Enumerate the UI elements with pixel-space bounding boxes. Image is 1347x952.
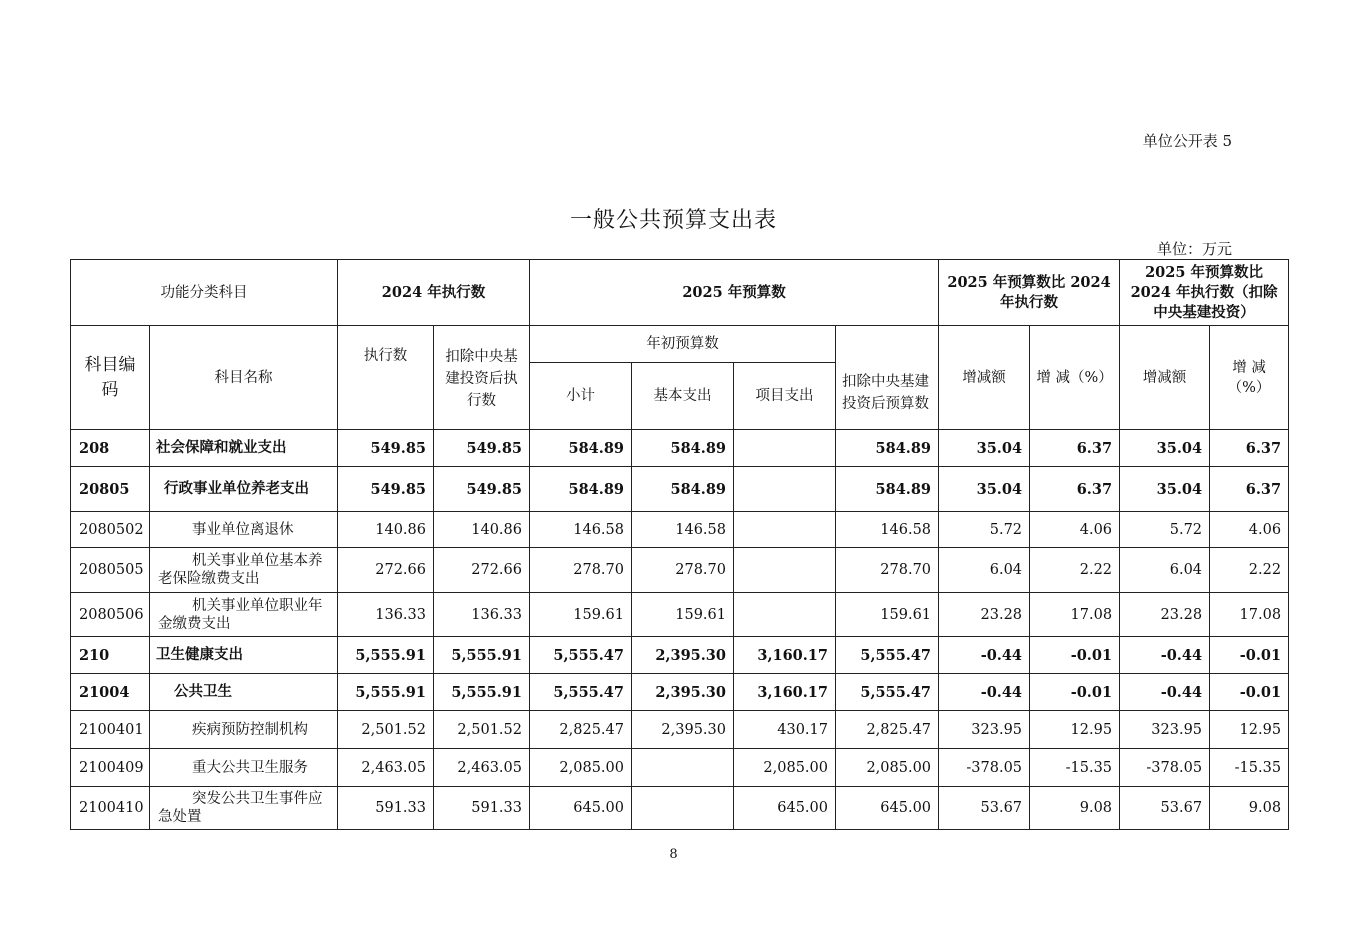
header-row-2 [71, 326, 1289, 363]
cell-basic [632, 749, 734, 787]
cell-exec-excl: 2,501.52 [434, 711, 530, 749]
header-change-percent-2: 增 减（%） [1210, 326, 1289, 430]
header-func-category: 功能分类科目 [71, 260, 338, 326]
cell-budget-excl: 159.61 [836, 593, 939, 637]
cell-basic: 278.70 [632, 548, 734, 593]
cell-basic: 584.89 [632, 430, 734, 467]
cell-exec: 136.33 [338, 593, 434, 637]
cell-name: 重大公共卫生服务 [150, 749, 338, 787]
cell-budget-excl: 5,555.47 [836, 637, 939, 674]
cell-change-amount: 35.04 [939, 430, 1030, 467]
header-compare-excl: 2025 年预算数比 2024 年执行数（扣除中央基建投资） [1120, 260, 1289, 326]
cell-change-percent-2: 17.08 [1210, 593, 1289, 637]
cell-basic: 2,395.30 [632, 674, 734, 711]
table-row [71, 711, 1289, 749]
cell-exec-excl: 5,555.91 [434, 637, 530, 674]
header-budget-excl: 扣除中央基建投资后预算数 [836, 326, 939, 430]
cell-project: 645.00 [734, 787, 836, 830]
cell-budget-excl: 5,555.47 [836, 674, 939, 711]
cell-change-amount-2: 35.04 [1120, 467, 1210, 512]
cell-change-percent: 9.08 [1030, 787, 1120, 830]
cell-change-amount-2: 323.95 [1120, 711, 1210, 749]
cell-subtotal: 584.89 [530, 430, 632, 467]
cell-exec: 5,555.91 [338, 637, 434, 674]
cell-project: 430.17 [734, 711, 836, 749]
cell-change-amount: 5.72 [939, 512, 1030, 548]
cell-subtotal: 645.00 [530, 787, 632, 830]
cell-change-percent-2: -0.01 [1210, 637, 1289, 674]
header-compare-exec: 2025 年预算数比 2024 年执行数 [939, 260, 1120, 326]
cell-name: 疾病预防控制机构 [150, 711, 338, 749]
cell-name: 卫生健康支出 [150, 637, 338, 674]
header-exec-excl: 扣除中央基建投资后执行数 [434, 326, 530, 430]
cell-exec-excl: 140.86 [434, 512, 530, 548]
cell-change-percent-2: 12.95 [1210, 711, 1289, 749]
header-subtotal: 小计 [530, 363, 632, 430]
cell-basic: 146.58 [632, 512, 734, 548]
cell-change-percent-2: 6.37 [1210, 430, 1289, 467]
cell-change-percent: 2.22 [1030, 548, 1120, 593]
cell-basic: 2,395.30 [632, 711, 734, 749]
cell-basic: 159.61 [632, 593, 734, 637]
table-row [71, 593, 1289, 637]
page-title: 一般公共预算支出表 [569, 208, 777, 233]
cell-exec: 5,555.91 [338, 674, 434, 711]
page-number: 8 [669, 847, 678, 862]
unit-label: 单位：万元 [1156, 240, 1232, 258]
cell-basic: 2,395.30 [632, 637, 734, 674]
cell-code: 208 [71, 430, 150, 467]
table-row [71, 637, 1289, 674]
cell-change-percent-2: 2.22 [1210, 548, 1289, 593]
cell-change-amount-2: 6.04 [1120, 548, 1210, 593]
table-row [71, 467, 1289, 512]
cell-project: 3,160.17 [734, 674, 836, 711]
cell-code: 20805 [71, 467, 150, 512]
table-row [71, 674, 1289, 711]
header-change-percent: 增 减（%） [1030, 326, 1120, 430]
cell-subtotal: 584.89 [530, 467, 632, 512]
table-row [71, 430, 1289, 467]
header-exec: 执行数 [338, 326, 434, 430]
cell-name: 突发公共卫生事件应急处置 [150, 787, 338, 830]
cell-subtotal: 2,825.47 [530, 711, 632, 749]
cell-subtotal: 278.70 [530, 548, 632, 593]
cell-change-percent-2: 6.37 [1210, 467, 1289, 512]
cell-basic: 584.89 [632, 467, 734, 512]
cell-code: 21004 [71, 674, 150, 711]
cell-change-percent: 6.37 [1030, 430, 1120, 467]
header-change-amount-2: 增减额 [1120, 326, 1210, 430]
header-name: 科目名称 [150, 326, 338, 430]
cell-subtotal: 146.58 [530, 512, 632, 548]
cell-change-amount-2: -0.44 [1120, 674, 1210, 711]
cell-basic [632, 787, 734, 830]
cell-exec-excl: 2,463.05 [434, 749, 530, 787]
cell-change-percent: -15.35 [1030, 749, 1120, 787]
cell-exec: 140.86 [338, 512, 434, 548]
cell-change-amount: -0.44 [939, 674, 1030, 711]
header-exec-2024: 2024 年执行数 [338, 260, 530, 326]
budget-expenditure-table [70, 259, 1289, 830]
cell-exec: 272.66 [338, 548, 434, 593]
cell-change-amount-2: 23.28 [1120, 593, 1210, 637]
cell-exec-excl: 136.33 [434, 593, 530, 637]
cell-exec-excl: 5,555.91 [434, 674, 530, 711]
table-row [71, 548, 1289, 593]
cell-code: 2100410 [71, 787, 150, 830]
cell-change-percent: -0.01 [1030, 674, 1120, 711]
cell-exec-excl: 272.66 [434, 548, 530, 593]
header-row-1 [71, 260, 1289, 326]
table-row [71, 512, 1289, 548]
cell-project [734, 593, 836, 637]
cell-exec: 2,463.05 [338, 749, 434, 787]
cell-change-percent: 12.95 [1030, 711, 1120, 749]
cell-subtotal: 2,085.00 [530, 749, 632, 787]
cell-change-amount: 35.04 [939, 467, 1030, 512]
cell-change-amount: 53.67 [939, 787, 1030, 830]
cell-change-amount-2: 35.04 [1120, 430, 1210, 467]
cell-change-amount: -378.05 [939, 749, 1030, 787]
cell-code: 2080506 [71, 593, 150, 637]
header-code: 科目编码 [71, 326, 150, 430]
cell-name: 事业单位离退休 [150, 512, 338, 548]
cell-change-amount-2: -0.44 [1120, 637, 1210, 674]
cell-change-percent: -0.01 [1030, 637, 1120, 674]
header-initial-budget: 年初预算数 [530, 326, 836, 363]
cell-change-percent: 4.06 [1030, 512, 1120, 548]
cell-change-amount-2: 5.72 [1120, 512, 1210, 548]
cell-change-amount: 323.95 [939, 711, 1030, 749]
cell-subtotal: 5,555.47 [530, 637, 632, 674]
cell-name: 社会保障和就业支出 [150, 430, 338, 467]
cell-change-amount: 23.28 [939, 593, 1030, 637]
cell-change-amount: 6.04 [939, 548, 1030, 593]
header-change-amount: 增减额 [939, 326, 1030, 430]
table-row [71, 749, 1289, 787]
cell-exec-excl: 591.33 [434, 787, 530, 830]
table-number-label: 单位公开表 5 [1142, 132, 1232, 150]
cell-project [734, 467, 836, 512]
cell-change-amount-2: -378.05 [1120, 749, 1210, 787]
cell-budget-excl: 2,085.00 [836, 749, 939, 787]
cell-project [734, 512, 836, 548]
cell-exec: 2,501.52 [338, 711, 434, 749]
cell-code: 2080505 [71, 548, 150, 593]
cell-budget-excl: 584.89 [836, 430, 939, 467]
cell-project: 3,160.17 [734, 637, 836, 674]
cell-name: 公共卫生 [150, 674, 338, 711]
cell-change-percent-2: -15.35 [1210, 749, 1289, 787]
cell-project [734, 548, 836, 593]
cell-code: 2100401 [71, 711, 150, 749]
cell-change-amount-2: 53.67 [1120, 787, 1210, 830]
cell-subtotal: 159.61 [530, 593, 632, 637]
cell-exec-excl: 549.85 [434, 430, 530, 467]
cell-change-amount: -0.44 [939, 637, 1030, 674]
cell-code: 2100409 [71, 749, 150, 787]
cell-name: 行政事业单位养老支出 [150, 467, 338, 512]
cell-budget-excl: 2,825.47 [836, 711, 939, 749]
cell-change-percent-2: -0.01 [1210, 674, 1289, 711]
cell-exec: 549.85 [338, 430, 434, 467]
cell-budget-excl: 645.00 [836, 787, 939, 830]
cell-exec-excl: 549.85 [434, 467, 530, 512]
cell-change-percent: 17.08 [1030, 593, 1120, 637]
cell-change-percent-2: 4.06 [1210, 512, 1289, 548]
cell-change-percent: 6.37 [1030, 467, 1120, 512]
cell-exec: 591.33 [338, 787, 434, 830]
cell-project [734, 430, 836, 467]
header-project: 项目支出 [734, 363, 836, 430]
table-row [71, 787, 1289, 830]
cell-exec: 549.85 [338, 467, 434, 512]
cell-budget-excl: 584.89 [836, 467, 939, 512]
header-budget-2025: 2025 年预算数 [530, 260, 939, 326]
cell-budget-excl: 146.58 [836, 512, 939, 548]
cell-change-percent-2: 9.08 [1210, 787, 1289, 830]
header-basic: 基本支出 [632, 363, 734, 430]
cell-name: 机关事业单位基本养老保险缴费支出 [150, 548, 338, 593]
cell-code: 210 [71, 637, 150, 674]
cell-name: 机关事业单位职业年金缴费支出 [150, 593, 338, 637]
cell-project: 2,085.00 [734, 749, 836, 787]
cell-budget-excl: 278.70 [836, 548, 939, 593]
cell-subtotal: 5,555.47 [530, 674, 632, 711]
cell-code: 2080502 [71, 512, 150, 548]
